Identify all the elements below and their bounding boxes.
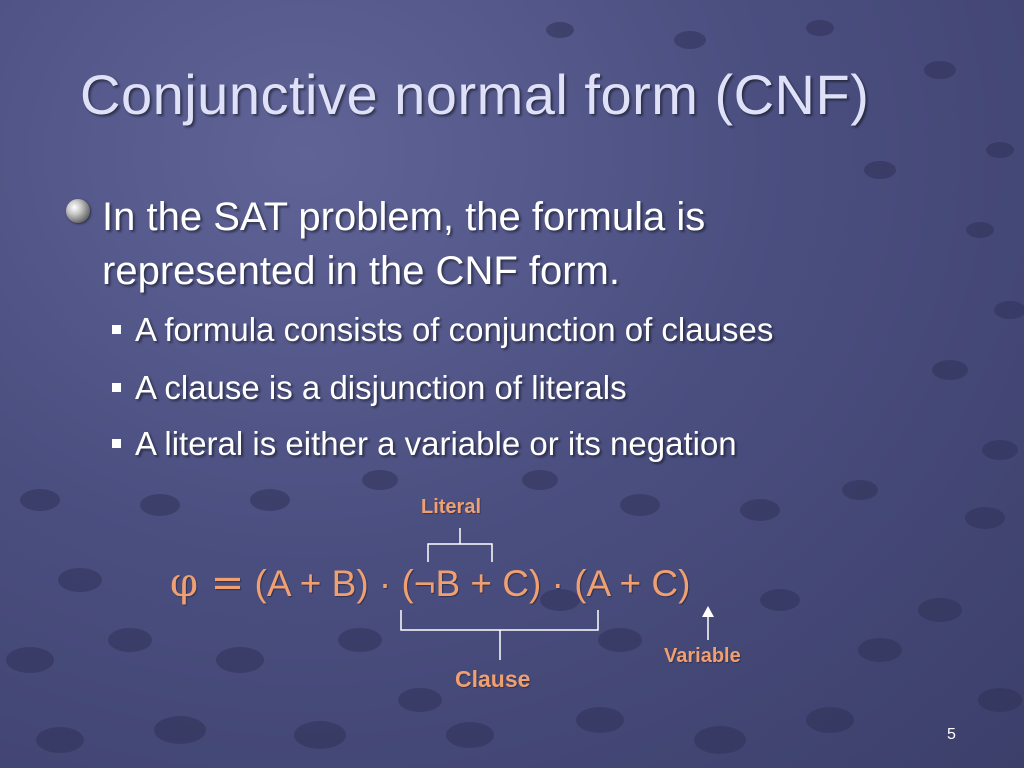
sub-bullet-item <box>112 422 737 466</box>
square-bullet-icon <box>112 325 121 334</box>
slide-title: Conjunctive normal form (CNF) <box>80 63 870 126</box>
clause-label: Clause <box>455 666 531 692</box>
page-number: 5 <box>947 726 956 743</box>
sub-bullet-text: A formula consists of conjunction of clauses <box>135 311 774 348</box>
sub-bullet-item <box>112 366 627 410</box>
square-bullet-icon <box>112 383 121 392</box>
formula-rhs: (A + B) · (¬B + C) · (A + C) <box>254 563 691 604</box>
sub-bullet-text: A literal is either a variable or its negation <box>135 425 737 462</box>
sub-bullet-item <box>112 308 773 352</box>
square-bullet-icon <box>112 439 121 448</box>
sphere-bullet-icon <box>66 199 90 223</box>
literal-label: Literal <box>421 496 482 518</box>
formula-lhs: φ = <box>170 560 245 606</box>
cnf-formula <box>170 558 690 609</box>
variable-label: Variable <box>664 645 741 667</box>
sub-bullet-text: A clause is a disjunction of literals <box>135 369 627 406</box>
main-bullet-text: In the SAT problem, the formula is represented in the CNF form. <box>102 195 706 293</box>
